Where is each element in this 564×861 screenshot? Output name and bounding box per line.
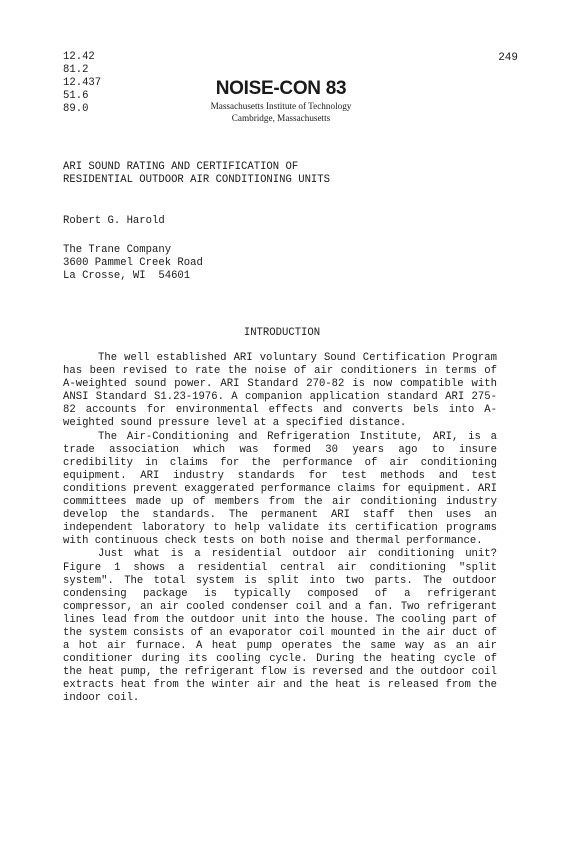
section-heading: INTRODUCTION <box>243 327 321 339</box>
paper-title-line: ARI SOUND RATING AND CERTIFICATION OF <box>63 161 299 173</box>
classification-code: 51.6 <box>63 90 89 103</box>
body-paragraph: Just what is a residential outdoor air conditioning unit? Figure 1 shows a residential central air conditioning "split system". The total system is split into two parts. The outdoor condensing package is typically composed of a refrigerant compressor, an air cooled condenser coil and a fan. Two refrigerant lines lead from the outdoor unit into the house. The cooling part of the system consists of an evaporator coil mounted in the air duct of a hot air furnace. A heat pump operates the same way as an air conditioner during its cooling cycle. During the heating cycle of the heat pump, the refrigerant flow is reversed and the outdoor coil extracts heat from the winter air and the heat is released from the indoor coil. <box>63 548 497 705</box>
body-paragraph: The Air-Conditioning and Refrigeration Institute, ARI, is a trade association which was formed 30 years ago to insure credibility in claims for the performance of air conditioning equipment. ARI industry standards for test methods and test conditions prevent exaggerated performance claims for equipment. ARI committees made up of members from the air conditioning industry develop the standards. The permanent ARI staff then uses an independent laboratory to help validate its certification programs with continuous check tests on both noise and thermal performance. <box>63 430 497 548</box>
conference-institution: Massachusetts Institute of Technology <box>210 101 352 111</box>
page-number: 249 <box>498 52 518 64</box>
paper-title-line: RESIDENTIAL OUTDOOR AIR CONDITIONING UNITS <box>63 174 331 187</box>
paper-title <box>63 161 330 187</box>
conference-title: NOISE-CON 83 <box>215 78 347 99</box>
body-paragraph: The well established ARI voluntary Sound Certification Program has been revised to rate the noise of air conditioners in terms of A-weighted sound power. ARI Standard 270-82 is now compatible with ANSI Standard S1.23-1976. A companion application standard ARI 275-82 accounts for environmental effects and converts bels into A-weighted sound pressure level at a specified distance. <box>63 352 497 430</box>
affiliation-line: 3600 Pammel Creek Road <box>63 257 203 270</box>
classification-code: 81.2 <box>63 64 89 77</box>
conference-location: Cambridge, Massachusetts <box>231 113 331 123</box>
affiliation-line: The Trane Company <box>63 244 172 256</box>
author-name: Robert G. Harold <box>63 215 165 227</box>
classification-code: 12.437 <box>63 77 102 90</box>
author-affiliation <box>63 244 203 283</box>
affiliation-line: La Crosse, WI 54601 <box>63 270 191 283</box>
section-body <box>63 352 497 706</box>
classification-codes <box>63 51 101 116</box>
conference-header <box>186 78 376 124</box>
classification-code: 89.0 <box>63 103 89 116</box>
classification-code: 12.42 <box>63 51 95 63</box>
